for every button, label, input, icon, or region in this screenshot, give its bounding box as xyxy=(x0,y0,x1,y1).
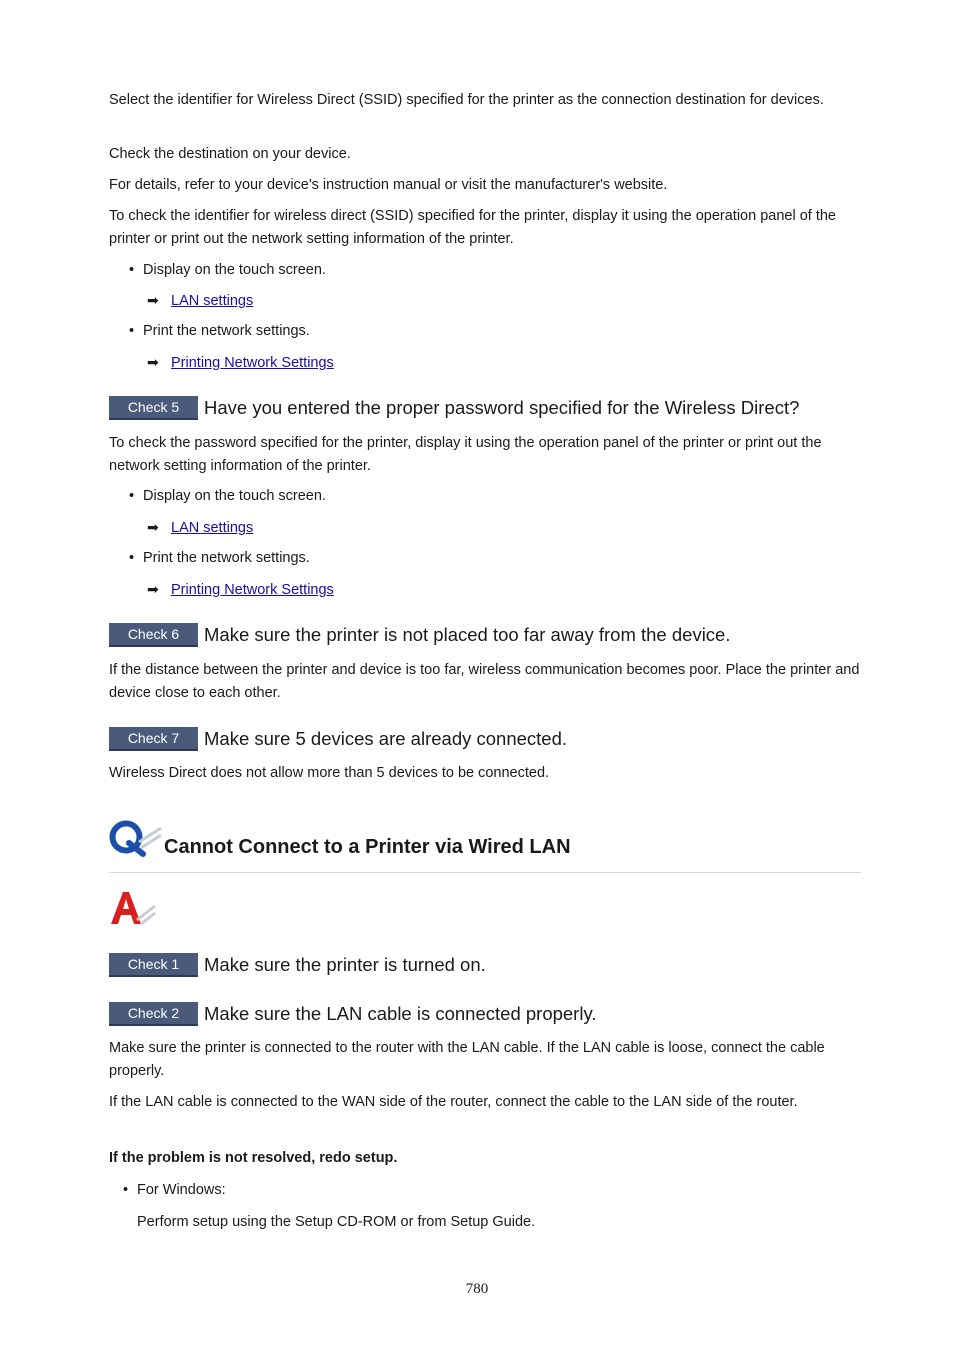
check-title: Make sure the LAN cable is connected properly. xyxy=(204,1003,597,1024)
check-badge: Check 7 xyxy=(109,727,198,751)
bullet-icon: • xyxy=(129,262,135,278)
resolve-heading: If the problem is not resolved, redo setup. xyxy=(109,1150,398,1166)
link-row-printing-network-settings xyxy=(147,578,334,602)
wired-check-1-heading xyxy=(109,953,486,977)
link-row-lan-settings xyxy=(147,516,253,540)
bullet-icon: • xyxy=(129,488,135,504)
link-row-printing-network-settings xyxy=(147,351,334,375)
arrow-right-icon: ➡ xyxy=(147,519,159,535)
check-badge: Check 5 xyxy=(109,396,198,420)
check-5-heading xyxy=(109,396,799,420)
link-row-lan-settings xyxy=(147,289,253,313)
bullet-print-settings: • Print the network settings. xyxy=(129,547,310,570)
wired-check-2-heading xyxy=(109,1002,596,1026)
check-badge: Check 1 xyxy=(109,953,198,977)
check-badge: Check 2 xyxy=(109,1002,198,1026)
check-6-heading xyxy=(109,623,730,647)
arrow-right-icon: ➡ xyxy=(147,581,159,597)
lan-settings-link[interactable]: LAN settings xyxy=(171,520,254,536)
question-title: Cannot Connect to a Printer via Wired LAN xyxy=(164,836,571,858)
check-badge: Check 6 xyxy=(109,623,198,647)
arrow-right-icon: ➡ xyxy=(147,292,159,308)
check-7-heading xyxy=(109,727,567,751)
question-heading xyxy=(109,818,861,873)
check-title: Make sure the printer is not placed too far away from the device. xyxy=(204,624,731,645)
check-title: Have you entered the proper password specified for the Wireless Direct? xyxy=(204,397,800,418)
check-5-paragraph: To check the password specified for the printer, display it using the operation panel of the printer or print out the network setting information of the printer. xyxy=(109,435,822,474)
bullet-touch-screen: • Display on the touch screen. xyxy=(129,259,326,282)
bullet-icon: • xyxy=(123,1182,129,1198)
resolve-paragraph: Perform setup using the Setup CD-ROM or from Setup Guide. xyxy=(137,1214,536,1230)
bullet-icon: • xyxy=(129,323,135,339)
bullet-touch-screen: • Display on the touch screen. xyxy=(129,485,326,508)
answer-a-icon xyxy=(109,890,157,926)
check-title: Make sure 5 devices are already connected. xyxy=(204,728,568,749)
check-6-paragraph: If the distance between the printer and device is too far, wireless communication becomes poor. Place the printer and device close to each other. xyxy=(109,662,860,701)
bullet-print-settings: • Print the network settings. xyxy=(129,320,310,343)
intro-paragraph-1: Select the identifier for Wireless Direct (SSID) specified for the printer as the connection destination for devices. xyxy=(109,92,824,108)
printing-network-settings-link[interactable]: Printing Network Settings xyxy=(171,355,334,371)
printing-network-settings-link[interactable]: Printing Network Settings xyxy=(171,582,334,598)
question-q-icon xyxy=(109,818,163,858)
bullet-icon: • xyxy=(129,550,135,566)
check-title: Make sure the printer is turned on. xyxy=(204,954,486,975)
intro-paragraph-3: For details, refer to your device's instruction manual or visit the manufacturer's website. xyxy=(109,177,668,193)
check-7-paragraph: Wireless Direct does not allow more than 5 devices to be connected. xyxy=(109,765,550,781)
bullet-for-windows: • For Windows: xyxy=(123,1179,226,1202)
arrow-right-icon: ➡ xyxy=(147,354,159,370)
page-number: 780 xyxy=(465,1281,489,1297)
lan-settings-link[interactable]: LAN settings xyxy=(171,293,254,309)
intro-paragraph-4: To check the identifier for wireless direct (SSID) specified for the printer, display it using the operation panel of the printer or print out the network setting information of the printer. xyxy=(109,208,836,247)
wired-check-2-paragraph-2: If the LAN cable is connected to the WAN side of the router, connect the cable to the LAN side of the router. xyxy=(109,1094,798,1110)
intro-paragraph-2: Check the destination on your device. xyxy=(109,146,351,162)
wired-check-2-paragraph-1: Make sure the printer is connected to the router with the LAN cable. If the LAN cable is loose, connect the cable properly. xyxy=(109,1040,825,1079)
